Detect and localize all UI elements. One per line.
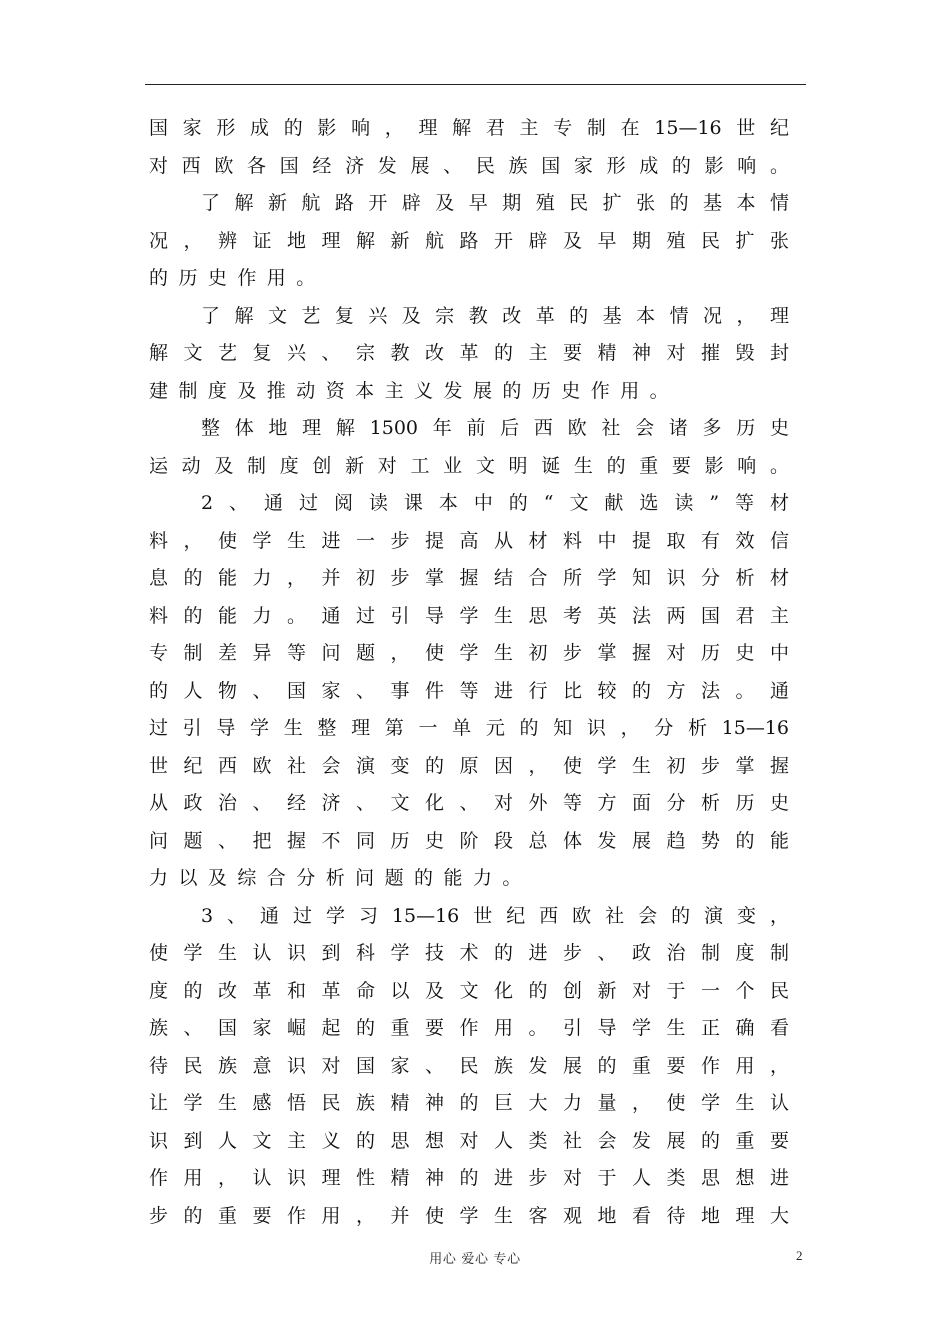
text-line: 了解文艺复兴及宗教改革的基本情况，理 (201, 304, 789, 327)
text-line: 使学生认识到科学技术的进步、政治制度制 (149, 942, 789, 964)
text-line: 解文艺复兴、宗教改革的主要精神对摧毁封 (149, 342, 789, 364)
text-line: 问题、把握不同历史阶段总体发展趋势的能 (149, 829, 789, 852)
text-line: 的人物、国家、事件等进行比较的方法。通 (149, 679, 789, 702)
text-line: 从政治、经济、文化、对外等方面分析历史 (149, 792, 789, 814)
text-line: 建制度及推动资本主义发展的历史作用。 (149, 379, 680, 402)
footer-motto: 用心 爱心 专心 (429, 1252, 521, 1267)
text-line: 力以及综合分析问题的能力。 (149, 867, 532, 889)
header-rule (145, 84, 806, 85)
text-line: 过引导学生整理第一单元的知识，分析15—16 (149, 717, 789, 739)
text-line: 识到人文主义的思想对人类社会发展的重要 (149, 1129, 789, 1152)
text-line: 运动及制度创新对工业文明诞生的重要影响。 (149, 454, 789, 477)
text-line: 息的能力，并初步掌握结合所学知识分析材 (149, 567, 789, 589)
text-line: 况，辨证地理解新航路开辟及早期殖民扩张 (149, 229, 789, 252)
text-line: 的历史作用。 (149, 267, 326, 289)
page-number: 2 (796, 1248, 803, 1263)
text-line: 3、通过学习15—16世纪西欧社会的演变， (201, 904, 789, 927)
text-line: 待民族意识对国家、民族发展的重要作用， (149, 1054, 789, 1077)
body-text (149, 110, 789, 1235)
text-line: 步的重要作用，并使学生客观地看待地理大 (149, 1204, 789, 1227)
text-line: 对西欧各国经济发展、民族国家形成的影响。 (149, 154, 789, 177)
text-line: 让学生感悟民族精神的巨大力量，使学生认 (149, 1092, 789, 1114)
text-line: 作用，认识理性精神的进步对于人类思想进 (149, 1167, 789, 1189)
text-line: 族、国家崛起的重要作用。引导学生正确看 (149, 1017, 789, 1039)
text-line: 料，使学生进一步提高从材料中提取有效信 (149, 529, 789, 552)
text-line: 度的改革和革命以及文化的创新对于一个民 (149, 979, 789, 1002)
text-line: 2、通过阅读课本中的“文献选读”等材 (201, 492, 789, 514)
text-line: 了解新航路开辟及早期殖民扩张的基本情 (201, 192, 789, 214)
text-line: 专制差异等问题，使学生初步掌握对历史中 (149, 642, 789, 664)
text-line: 世纪西欧社会演变的原因，使学生初步掌握 (149, 754, 789, 777)
text-line: 国家形成的影响，理解君主专制在15—16世纪 (149, 117, 789, 139)
text-line: 整体地理解1500年前后西欧社会诸多历史 (201, 417, 789, 439)
text-line: 料的能力。通过引导学生思考英法两国君主 (149, 604, 789, 627)
